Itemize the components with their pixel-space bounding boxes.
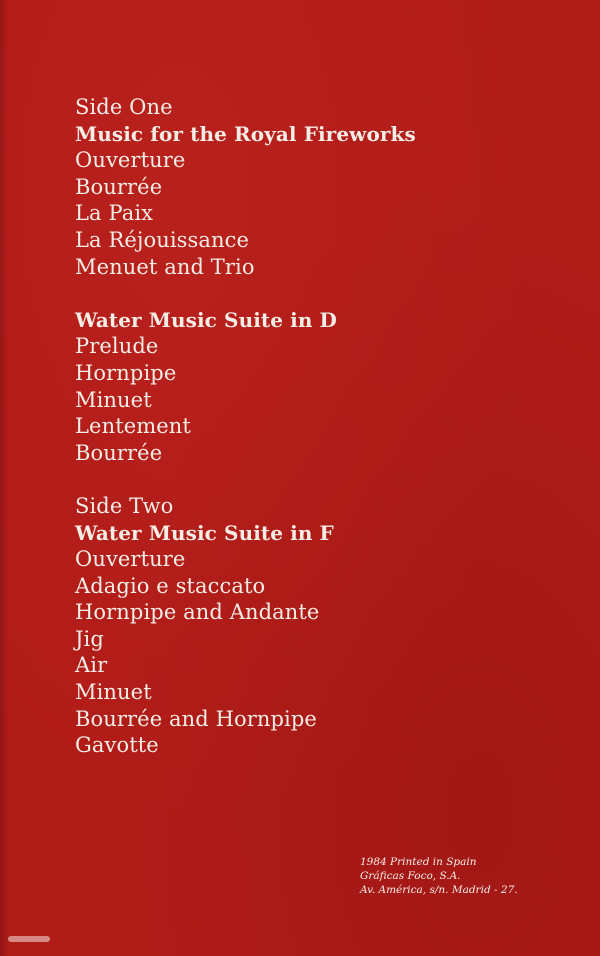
- movement-item: Bourrée and Hornpipe: [75, 706, 317, 731]
- movement-item: Lentement: [75, 414, 191, 439]
- movement-item: La Paix: [75, 201, 154, 226]
- spacer: [75, 280, 555, 307]
- side-one-label: Side One: [75, 95, 173, 119]
- movement-item: Bourrée: [75, 440, 163, 465]
- imprint-line-address: Av. América, s/n. Madrid - 27.: [360, 884, 518, 896]
- movement-item: Gavotte: [75, 733, 159, 758]
- movement-item: Bourrée: [75, 174, 163, 199]
- movement-item: Menuet and Trio: [75, 254, 255, 279]
- spacer: [75, 466, 555, 493]
- tracklist: [75, 94, 555, 759]
- movement-item: Ouverture: [75, 148, 186, 173]
- movement-item: Ouverture: [75, 547, 186, 572]
- movement-item: La Réjouissance: [75, 227, 250, 252]
- movement-item: Hornpipe: [75, 360, 177, 385]
- printer-imprint: [360, 855, 518, 897]
- paper-blemish: [8, 936, 50, 942]
- side-two-label: Side Two: [75, 493, 174, 518]
- movement-item: Jig: [75, 626, 104, 651]
- card-left-edge: [0, 0, 8, 956]
- movement-item: Hornpipe and Andante: [75, 600, 320, 625]
- imprint-line-printer: Gráficas Foco, S.A.: [360, 870, 461, 882]
- work-title-royal-fireworks: Music for the Royal Fireworks: [75, 121, 416, 146]
- movement-item: Minuet: [75, 680, 152, 705]
- work-title-water-music-f: Water Music Suite in F: [75, 520, 334, 545]
- movement-item: Adagio e staccato: [75, 573, 266, 598]
- imprint-line-year: 1984 Printed in Spain: [360, 856, 477, 868]
- movement-item: Air: [75, 653, 108, 678]
- movement-item: Prelude: [75, 334, 159, 359]
- movement-item: Minuet: [75, 387, 152, 412]
- work-title-water-music-d: Water Music Suite in D: [75, 307, 337, 332]
